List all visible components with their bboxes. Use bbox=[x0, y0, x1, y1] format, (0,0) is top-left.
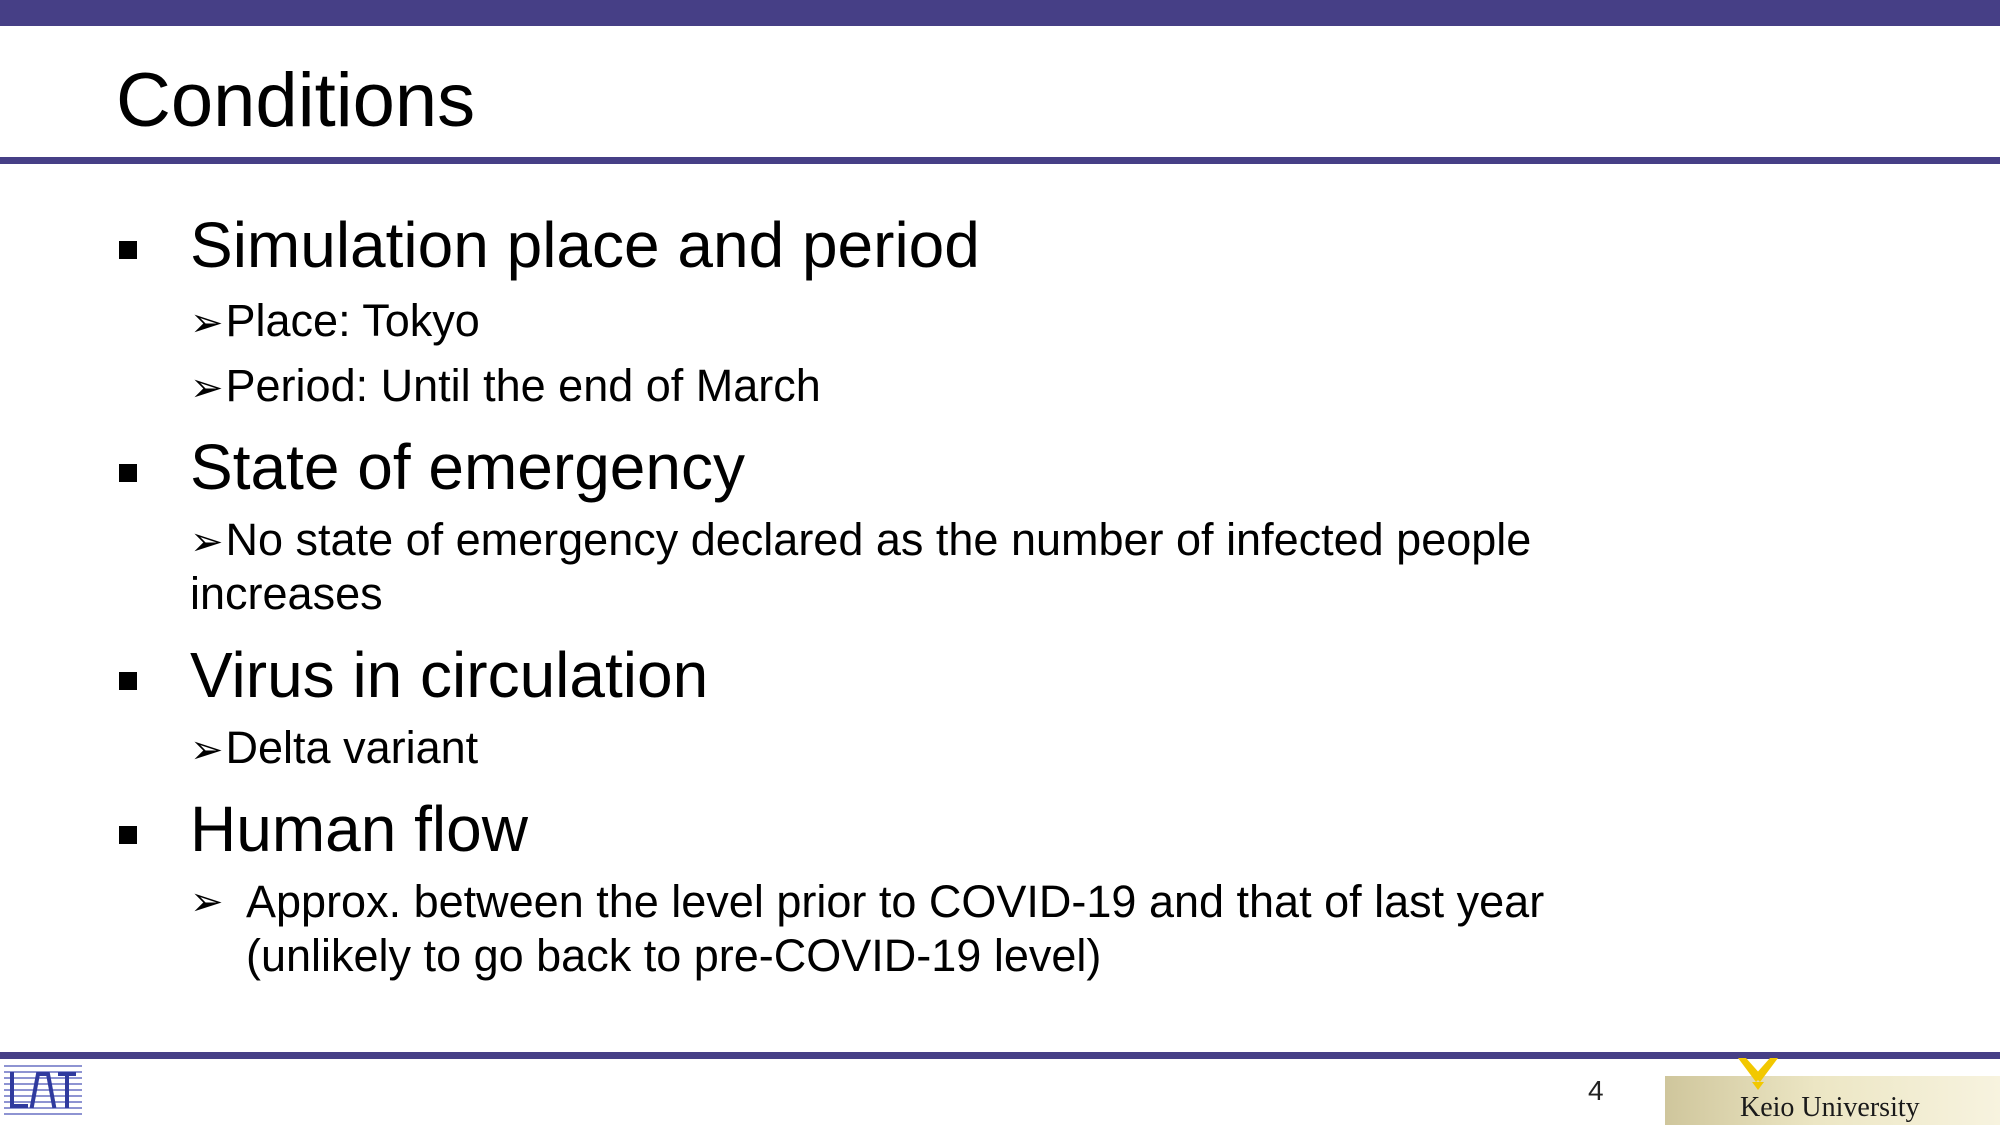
page-number: 4 bbox=[1588, 1075, 1604, 1106]
keio-pen-logo-icon bbox=[1736, 1056, 1780, 1092]
list-item: ➢Delta variant bbox=[190, 721, 478, 777]
list-item-continuation: increases bbox=[190, 568, 383, 619]
square-bullet-icon bbox=[119, 241, 137, 259]
slide-title: Conditions bbox=[116, 58, 476, 143]
section-heading-virus: Virus in circulation bbox=[190, 639, 709, 711]
section-heading-place-period: Simulation place and period bbox=[190, 209, 980, 281]
arrow-bullet-icon: ➢ bbox=[190, 879, 224, 925]
square-bullet-icon bbox=[119, 672, 137, 690]
footer-brand-text: Keio University bbox=[1740, 1092, 1920, 1123]
section-heading-state-of-emergency: State of emergency bbox=[190, 431, 745, 503]
list-item: ➢Place: Tokyo bbox=[190, 294, 480, 350]
arrow-bullet-icon: ➢ bbox=[190, 365, 224, 411]
list-item: ➢No state of emergency declared as the number of infected people bbox=[190, 513, 1531, 569]
section-heading-human-flow: Human flow bbox=[190, 793, 528, 865]
lab-logo-icon bbox=[4, 1060, 82, 1122]
square-bullet-icon bbox=[119, 464, 137, 482]
footer-divider bbox=[0, 1052, 2000, 1059]
arrow-bullet-icon: ➢ bbox=[190, 300, 224, 346]
list-item: ➢ Approx. between the level prior to COVID-19 and that of last year (unlikely to go back to pre-COVID-19 level) bbox=[190, 876, 1545, 981]
arrow-bullet-icon: ➢ bbox=[190, 727, 224, 773]
square-bullet-icon bbox=[119, 826, 137, 844]
arrow-bullet-icon: ➢ bbox=[190, 519, 224, 565]
list-item: ➢Period: Until the end of March bbox=[190, 359, 821, 415]
